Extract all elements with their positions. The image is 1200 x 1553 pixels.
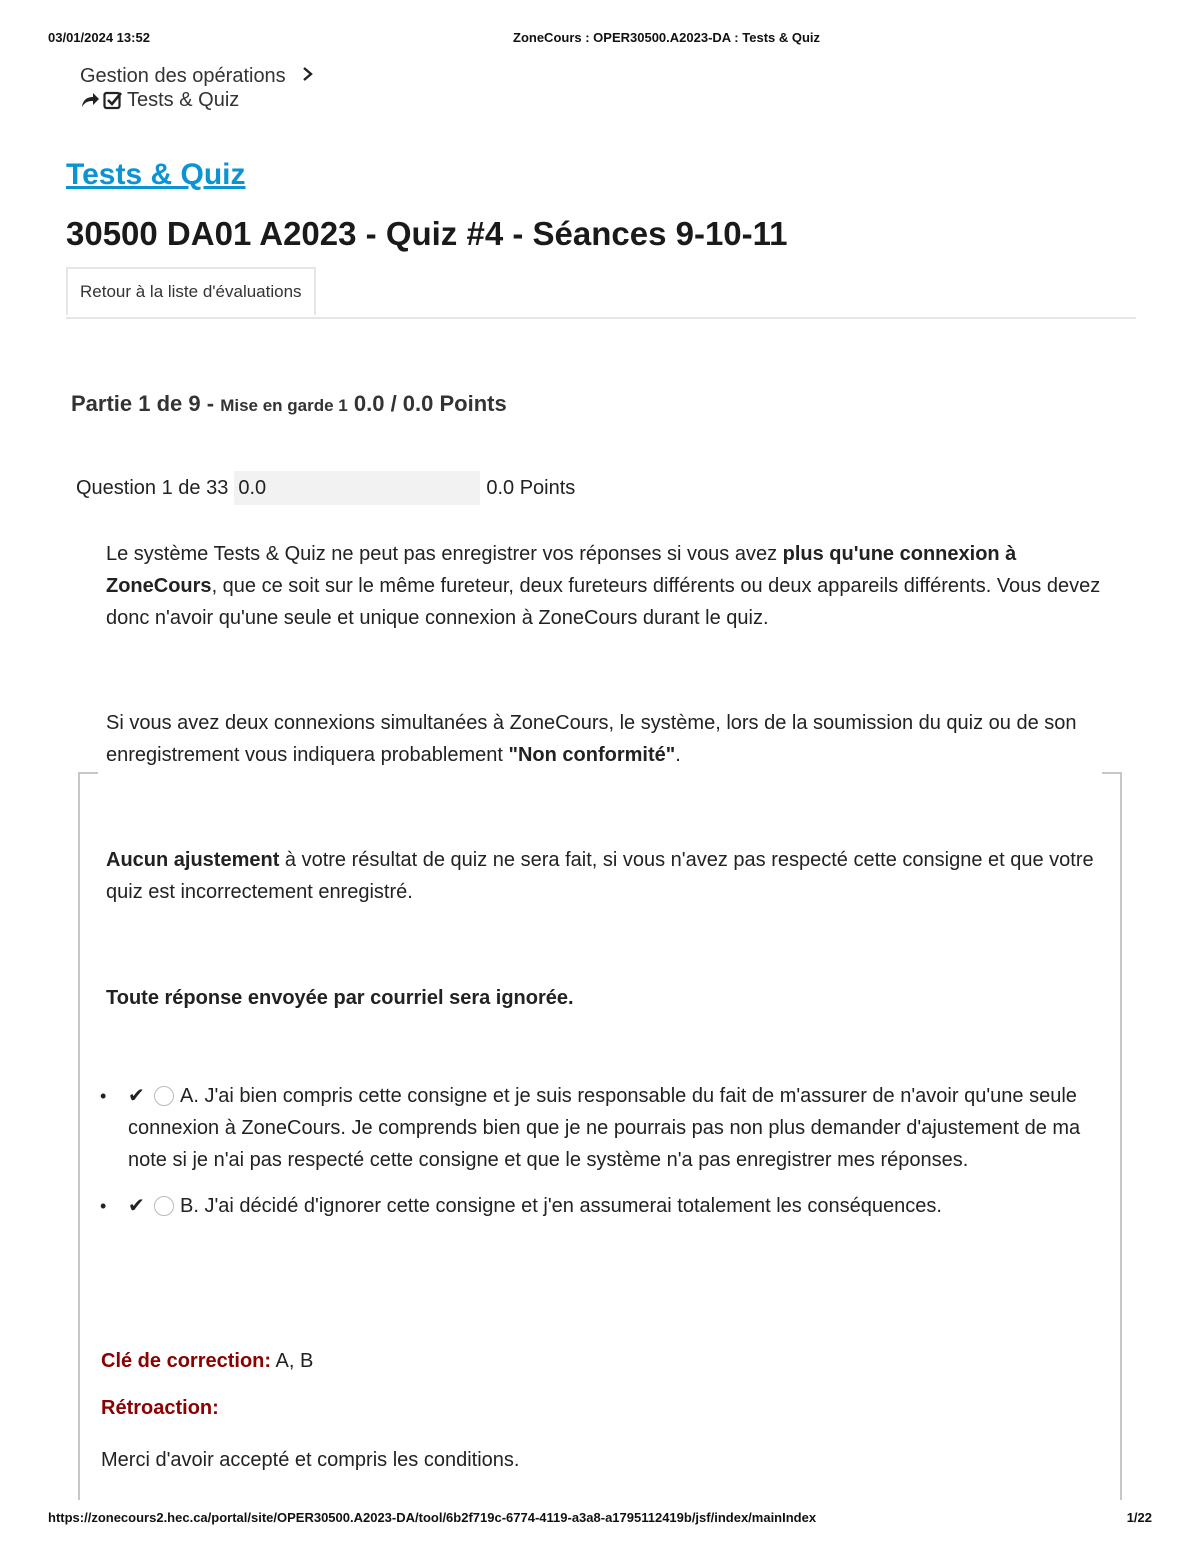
answer-text: B. J'ai décidé d'ignorer cette consigne et j'en assumerai totalement les conséquences. [180,1195,942,1217]
nav-tabs [66,267,1136,319]
tool-icons [80,90,123,110]
tool-title-link[interactable]: Tests & Quiz [66,158,246,191]
part-points: 0.0 / 0.0 Points [353,391,507,416]
p2-emphasis: "Non conformité" [508,744,676,766]
share-arrow-icon [80,91,100,109]
frame-corner [78,772,98,774]
instruction-paragraph-4: Toute réponse envoyée par courriel sera ignorée. [106,987,574,1009]
breadcrumb [80,64,314,112]
question-points: 0.0 Points [486,476,576,499]
question-label: Question 1 de 33 [76,476,229,499]
answer-list [100,1080,1110,1236]
frame-border-left [78,772,80,1500]
p1-emphasis: plus qu'une connexion à ZoneCours [106,543,1017,597]
print-footer [48,1510,1152,1528]
part-header [71,391,507,417]
instruction-paragraph-2 [106,707,1106,771]
print-title: ZoneCours : OPER30500.A2023-DA : Tests & Quiz [513,30,821,45]
chevron-right-icon [302,64,314,88]
bullet-icon: • [100,1196,107,1216]
answer-option-a [100,1080,1110,1176]
score-field: 0.0 [234,471,480,505]
bullet-icon: • [100,1086,107,1106]
frame-border-right [1120,772,1122,1500]
answer-key-value: A, B [275,1350,314,1372]
page-number: 1/22 [1126,1510,1152,1525]
checkbox-icon [103,90,123,110]
question-row [76,470,575,506]
check-icon: ✔ [128,1085,145,1107]
print-date: 03/01/2024 13:52 [48,30,150,45]
check-icon: ✔ [128,1195,145,1217]
breadcrumb-site[interactable]: Gestion des opérations [80,65,286,87]
feedback-label: Rétroaction: [101,1397,219,1419]
answer-key-label: Clé de correction: [101,1350,272,1372]
part-name: Mise en garde 1 [220,396,348,415]
p2-text: Si vous avez deux connexions simultanées à ZoneCours, le système, lors de la soumission du quiz ou de son enregistrement vous indiquera probablement [106,712,1077,766]
radio-icon[interactable] [154,1196,174,1216]
answer-key [101,1350,313,1373]
print-header [48,30,1152,48]
breadcrumb-tool: Tests & Quiz [127,89,240,111]
p1-text: Le système Tests & Quiz ne peut pas enregistrer vos réponses si vous avez [106,543,783,565]
instruction-paragraph-1 [106,538,1106,634]
page-title: 30500 DA01 A2023 - Quiz #4 - Séances 9-10-11 [66,215,788,252]
frame-corner [1102,772,1122,774]
part-label: Partie 1 de 9 - [71,391,215,416]
print-url: https://zonecours2.hec.ca/portal/site/OPER30500.A2023-DA/tool/6b2f719c-6774-4119-a3a8-a1795112419b/jsf/index/mainIndex [48,1510,817,1525]
feedback-text: Merci d'avoir accepté et compris les conditions. [101,1449,520,1471]
p2-text-end: . [675,744,681,766]
p3-text: à votre résultat de quiz ne sera fait, si vous n'avez pas respecté cette consigne et que votre quiz est incorrectement enregistré. [106,849,1094,903]
radio-icon[interactable] [154,1086,174,1106]
answer-option-b [100,1190,1110,1222]
p1-text-end: , que ce soit sur le même fureteur, deux fureteurs différents ou deux appareils différents. Vous devez donc n'avoir qu'une seule et unique connexion à ZoneCours durant le quiz. [106,575,1101,629]
instruction-paragraph-3 [106,844,1106,908]
back-to-list-button[interactable]: Retour à la liste d'évaluations [66,267,316,315]
p3-emphasis: Aucun ajustement [106,849,280,871]
answer-text: A. J'ai bien compris cette consigne et je suis responsable du fait de m'assurer de n'avoir qu'une seule connexion à ZoneCours. Je comprends bien que je ne pourrais pas non plus demander d'ajustement de ma note si je n'ai pas respecté cette consigne et que le système n'a pas enregistrer mes réponses. [128,1085,1081,1171]
